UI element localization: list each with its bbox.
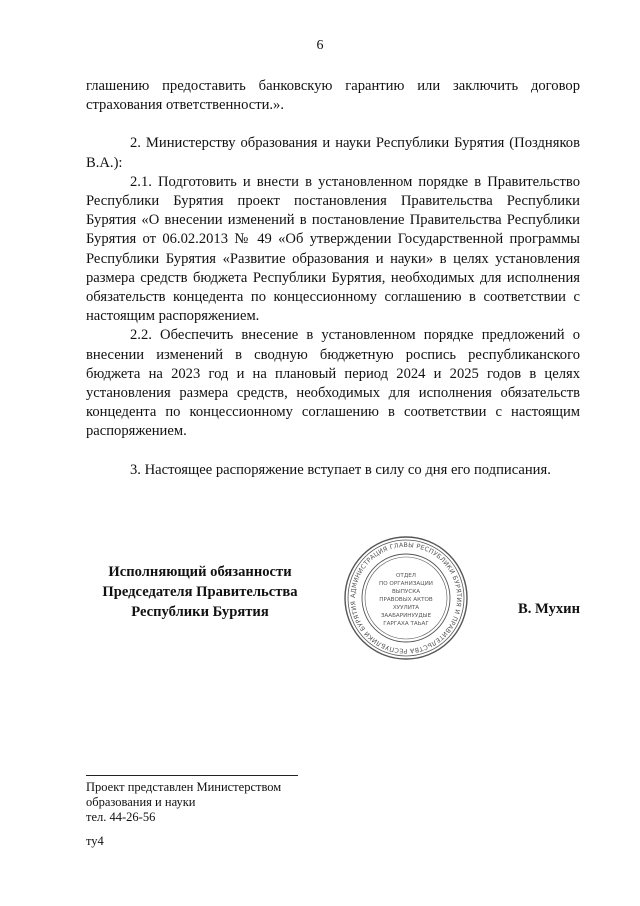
seal-outer-text: АДМИНИСТРАЦИЯ ГЛАВЫ РЕСПУБЛИКИ БУРЯТИЯ И ПРАВИТЕЛЬСТВА РЕСПУБЛИКИ БУРЯТИЯ [349, 541, 463, 655]
footnote-divider [86, 775, 298, 776]
seal-inner-line: ПРАВОВЫХ АКТОВ [379, 597, 433, 603]
paragraph-item-3: 3. Настоящее распоряжение вступает в силу со дня его подписания. [130, 461, 551, 478]
signatory-title-line: Исполняющий обязанности [108, 564, 292, 580]
document-body [86, 77, 580, 480]
signatory-name: В. Мухин [517, 601, 580, 617]
footnote [86, 780, 346, 825]
official-seal [343, 535, 469, 661]
seal-inner-line: ВЫПУСКА [391, 589, 421, 595]
seal-inner-line: ПО ОРГАНИЗАЦИИ [379, 581, 433, 587]
document-code: ту4 [86, 834, 104, 848]
seal-inner-line: ЗААБАРИНУУДЫЕ [380, 613, 432, 619]
signatory-title-line: Председателя Правительства [102, 584, 298, 600]
seal-inner-line: ГАРГАХА ТАЬАГ [383, 621, 429, 627]
footnote-line: тел. 44-26-56 [86, 810, 156, 824]
seal-inner-line: ХУУЛИТА [392, 605, 420, 611]
paragraph-continuation: глашению предоставить банковскую гарантию или заключить договор страхования ответственности.». [86, 78, 580, 114]
paragraph-item-2: 2. Министерству образования и науки Республики Бурятия (Поздняков В.А.): [86, 135, 580, 171]
page-number: 6 [316, 38, 324, 53]
signatory-title [86, 562, 314, 622]
paragraph-item-2-2: 2.2. Обеспечить внесение в установленном порядке предложений о внесении изменений в сводную бюджетную роспись республиканского бюджета на 2023 год и на плановый период 2024 и 2025 годов в целях установления размера средств, необходимых для исполнения обязательств концедента по концессионному соглашению в соответствии с настоящим распоряжением. [86, 327, 580, 440]
paragraph-item-2-1: 2.1. Подготовить и внести в установленном порядке в Правительство Республики Бурятия проект постановления Правительства Республики Бурятия «О внесении изменений в постановление Правительства Республики Бурятия от 06.02.2013 № 49 «Об утверждении Государственной программы Республики Бурятия «Развитие образования и науки» в целях установления размера средств бюджета Республики Бурятия, необходимых для исполнения обязательств концедента по концессионному соглашению в соответствии с настоящим распоряжением. [86, 173, 580, 325]
seal-inner-line: ОТДЕЛ [396, 573, 416, 579]
signatory-title-line: Республики Бурятия [131, 604, 269, 620]
footnote-line: образования и науки [86, 795, 196, 809]
footnote-line: Проект представлен Министерством [86, 780, 282, 794]
seal-graphic [343, 535, 469, 661]
